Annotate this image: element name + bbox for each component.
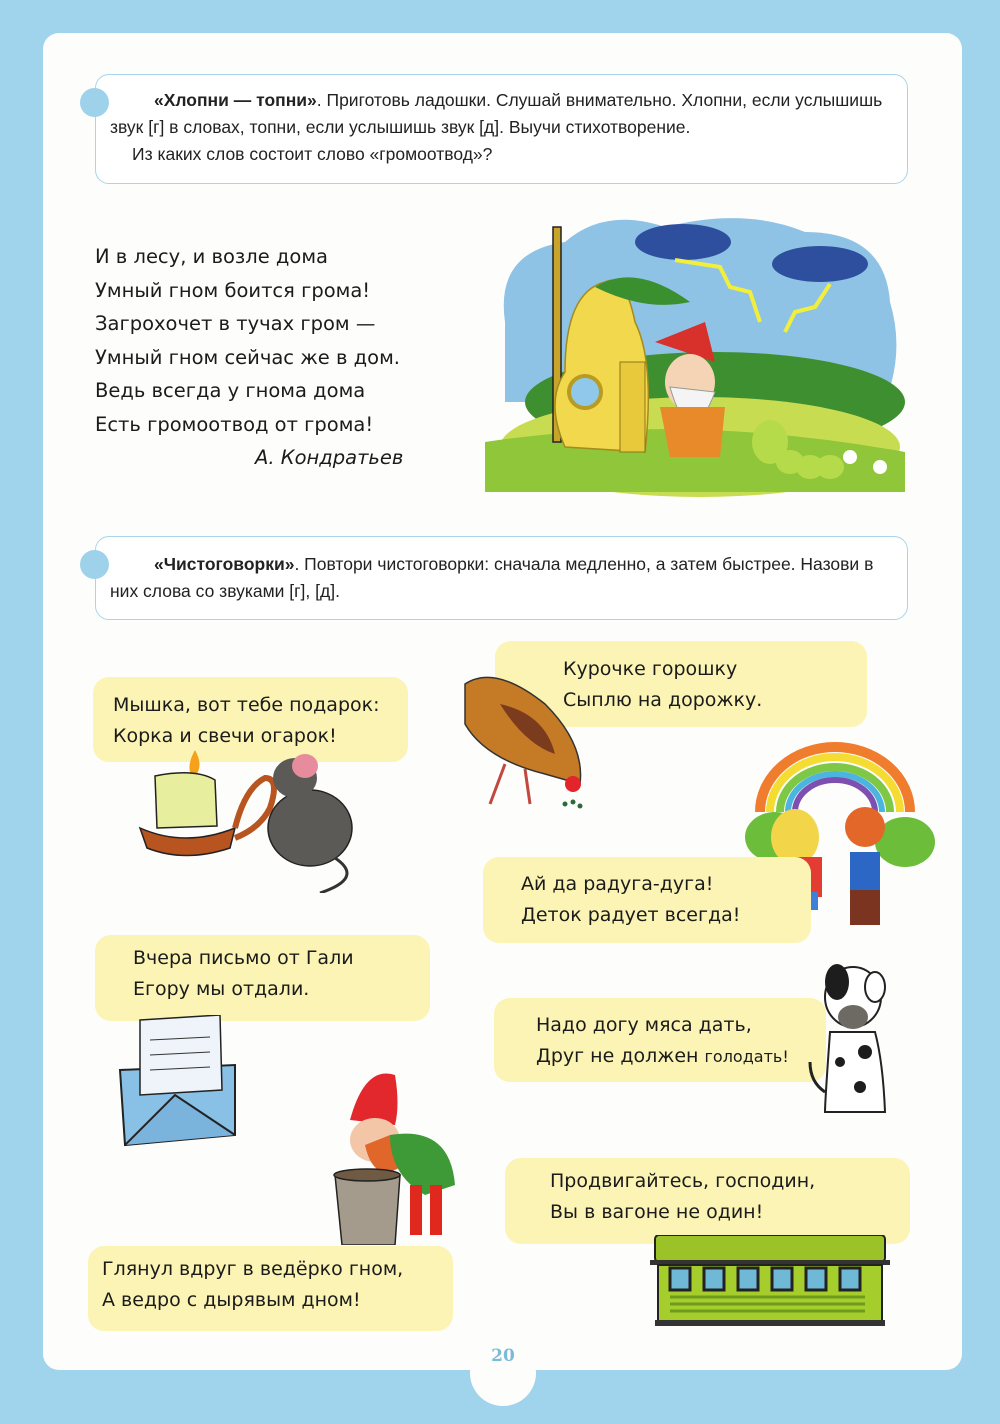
poem-line: Умный гном боится грома! <box>95 278 371 302</box>
twister-line: Деток радует всегда! <box>521 904 741 926</box>
bullet-dot-icon <box>80 550 109 579</box>
gnome-pear-house-illustration <box>485 212 915 502</box>
dalmatian-dog-illustration <box>805 962 905 1122</box>
poem-line: И в лесу, и возле дома <box>95 245 328 268</box>
twister-line: Сыплю на дорожку. <box>563 689 763 711</box>
gnome-bucket-illustration <box>330 1065 465 1245</box>
tongue-twister-rainbow <box>483 857 811 943</box>
task-title: «Чистоговорки» <box>154 554 295 574</box>
page-number: 20 <box>491 1346 515 1366</box>
instruction-box-clap-stomp <box>95 74 908 184</box>
poem <box>95 240 403 475</box>
twister-line: Надо догу мяса дать, <box>536 1014 752 1036</box>
poem-line: Ведь всегда у гнома дома <box>95 379 366 402</box>
poem-author: А. Кондратьев <box>255 446 404 469</box>
twister-line: Ай да радуга-дуга! <box>521 873 714 895</box>
twister-line: Продвигайтесь, господин, <box>550 1170 816 1192</box>
poem-line: Есть громоотвод от грома! <box>95 412 374 436</box>
twister-line: Глянул вдруг в ведёрко гном, <box>102 1258 404 1280</box>
tongue-twister-dog <box>494 998 826 1082</box>
twister-line: А ведро с дырявым дном! <box>102 1289 361 1311</box>
train-wagon-illustration <box>650 1235 890 1330</box>
twister-line: Вы в вагоне не один! <box>550 1201 764 1223</box>
instruction-question: Из каких слов состоит слово «громоотвод»? <box>132 144 493 164</box>
tongue-twister-letter <box>95 935 430 1021</box>
twister-line: Корка и свечи огарок! <box>113 725 337 747</box>
poem-line: Загрохочет в тучах гром — <box>95 312 376 335</box>
twister-line: Курочке горошку <box>563 658 738 680</box>
mouse-candle-illustration <box>135 748 370 893</box>
instruction-text: «Чистоговорки». Повтори чистоговорки: сначала медленно, а затем быстрее. Назови в них слова со звуками [г], [д]. <box>110 554 874 601</box>
tongue-twister-train <box>505 1158 910 1244</box>
poem-line: Умный гном сейчас же в дом. <box>95 345 401 369</box>
task-title: «Хлопни — топни» <box>154 90 317 110</box>
envelope-illustration <box>110 1015 245 1150</box>
instruction-box-tongue-twisters <box>95 536 908 620</box>
twister-line: Друг не должен голодать! <box>536 1045 789 1067</box>
twister-line: Вчера письмо от Гали <box>133 947 354 969</box>
hen-illustration <box>455 664 595 814</box>
tongue-twister-gnome-bucket <box>88 1246 453 1331</box>
instruction-text: «Хлопни — топни». Приготовь ладошки. Слушай внимательно. Хлопни, если услышишь звук [г] в словах, топни, если услышишь звук [д]. Выучи стихотворение. <box>110 90 883 137</box>
twister-line: Мышка, вот тебе подарок: <box>113 694 380 716</box>
bullet-dot-icon <box>80 88 109 117</box>
twister-line: Егору мы отдали. <box>133 978 310 1000</box>
